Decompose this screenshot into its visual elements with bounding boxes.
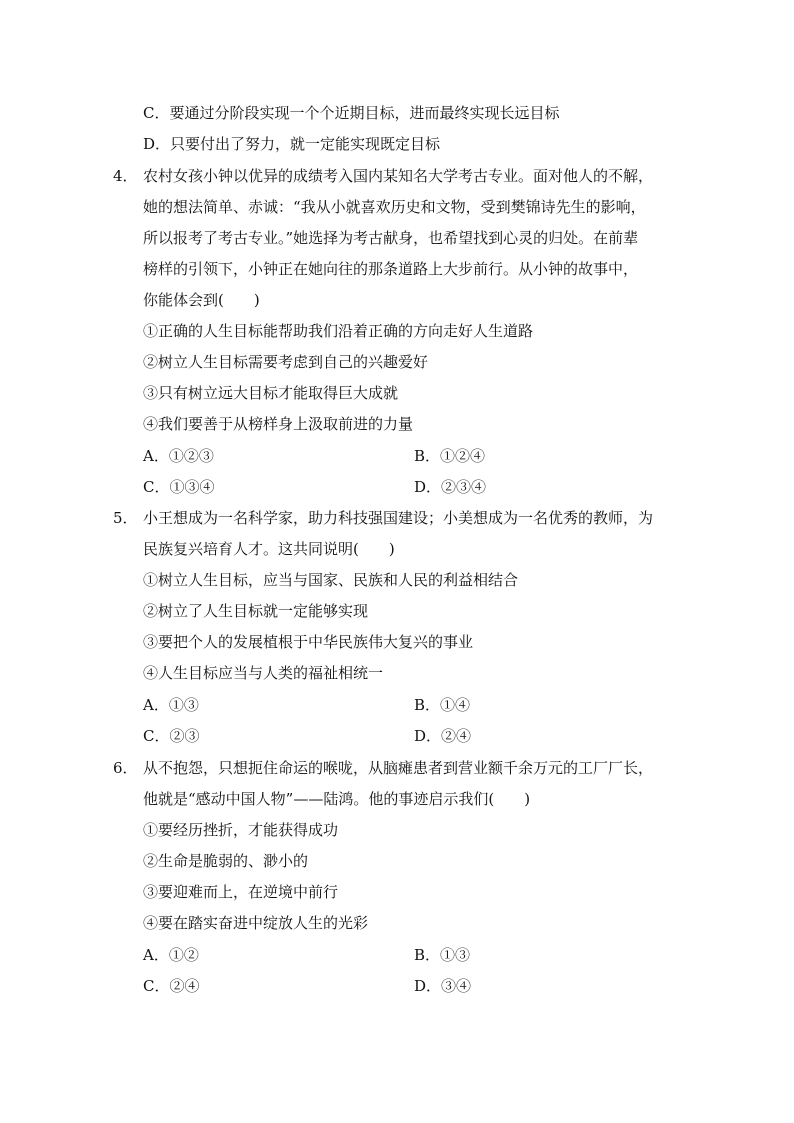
- q6-item-3: ③要迎难而上，在逆境中前行: [143, 883, 339, 901]
- q5-item-2: ②树立了人生目标就一定能够实现: [143, 602, 369, 620]
- q5-option-c: C．②③: [143, 727, 200, 745]
- q5-item-1: ①树立人生目标，应当与国家、民族和人民的利益相结合: [143, 571, 519, 589]
- q4-option-b: B．①②④: [414, 447, 486, 465]
- q3-option-d: D．只要付出了努力，就一定能实现既定目标: [143, 135, 441, 153]
- q4-stem-line-5: 你能体会到( ): [143, 291, 260, 309]
- q5-option-b: B．①④: [414, 696, 471, 714]
- q5-stem-line-1: 小王想成为一名科学家，助力科技强国建设；小美想成为一名优秀的教师，为: [143, 509, 654, 527]
- q5-number: 5．: [113, 509, 138, 527]
- q6-option-c: C．②④: [143, 977, 200, 995]
- q4-stem-line-4: 榜样的引领下，小钟正在她向往的那条道路上大步前行。从小钟的故事中，: [143, 260, 639, 278]
- q4-item-3: ③只有树立远大目标才能取得巨大成就: [143, 384, 399, 402]
- q6-item-2: ②生命是脆弱的、渺小的: [143, 852, 309, 870]
- q4-option-c: C．①③④: [143, 478, 215, 496]
- q5-item-4: ④人生目标应当与人类的福祉相统一: [143, 664, 384, 682]
- q6-option-b: B．①③: [414, 946, 471, 964]
- q4-option-a: A．①②③: [143, 447, 214, 465]
- q4-item-4: ④我们要善于从榜样身上汲取前进的力量: [143, 415, 414, 433]
- q5-stem-line-2: 民族复兴培育人才。这共同说明( ): [143, 540, 395, 558]
- q6-number: 6．: [113, 759, 138, 777]
- q4-number: 4．: [113, 167, 138, 185]
- q5-item-3: ③要把个人的发展植根于中华民族伟大复兴的事业: [143, 633, 474, 651]
- q6-item-1: ①要经历挫折，才能获得成功: [143, 821, 339, 839]
- q4-item-2: ②树立人生目标需要考虑到自己的兴趣爱好: [143, 353, 429, 371]
- q3-option-c: C．要通过分阶段实现一个个近期目标，进而最终实现长远目标: [143, 104, 560, 122]
- q6-item-4: ④要在踏实奋进中绽放人生的光彩: [143, 914, 369, 932]
- q4-option-d: D．②③④: [414, 478, 487, 496]
- q5-option-d: D．②④: [414, 727, 472, 745]
- q6-stem-line-2: 他就是“感动中国人物”——陆鸿。他的事迹启示我们( ): [143, 790, 531, 808]
- q4-item-1: ①正确的人生目标能帮助我们沿着正确的方向走好人生道路: [143, 322, 534, 340]
- q4-stem-line-3: 所以报考了考古专业。”她选择为考古献身，也希望找到心灵的归处。在前辈: [143, 229, 639, 247]
- q4-stem-line-2: 她的想法简单、赤诚：“我从小就喜欢历史和文物，受到樊锦诗先生的影响，: [143, 198, 646, 216]
- q6-option-d: D．③④: [414, 977, 472, 995]
- q4-stem-line-1: 农村女孩小钟以优异的成绩考入国内某知名大学考古专业。面对他人的不解，: [143, 167, 654, 185]
- q5-option-a: A．①③: [143, 696, 199, 714]
- q6-option-a: A．①②: [143, 946, 199, 964]
- q6-stem-line-1: 从不抱怨，只想扼住命运的喉咙，从脑瘫患者到营业额千余万元的工厂厂长，: [143, 759, 654, 777]
